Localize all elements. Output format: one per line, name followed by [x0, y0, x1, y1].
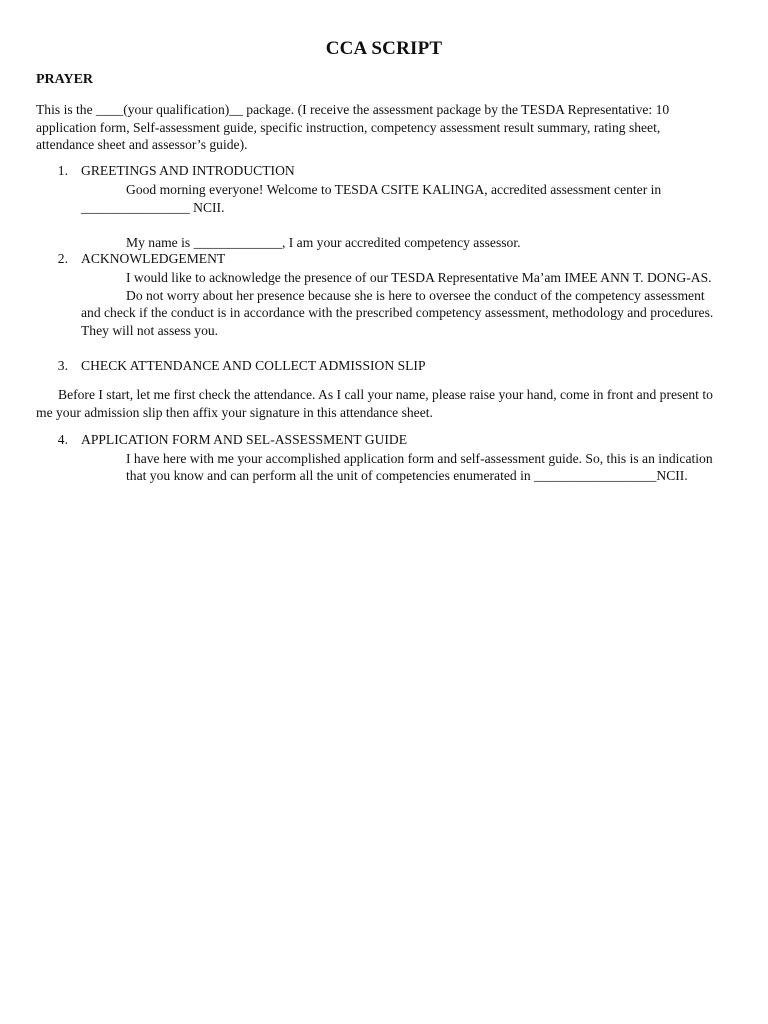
section-text-line: I have here with me your accomplished application form and self-assessment guide. So, this is an indication — [126, 451, 713, 466]
page-title: CCA SCRIPT — [325, 38, 443, 59]
section-title: APPLICATION FORM AND SEL-ASSESSMENT GUIDE — [81, 432, 408, 447]
section-number: 3. — [57, 358, 68, 373]
section-text-line: My name is _____________, I am your accredited competency assessor. — [126, 235, 521, 250]
intro-line: application form, Self-assessment guide, specific instruction, competency assessment result summary, rating sheet, — [36, 119, 661, 135]
intro-line: attendance sheet and assessor’s guide). — [36, 137, 248, 152]
intro-line: This is the ____(your qualification)__ package. (I receive the assessment package by the TESDA Representative: 10 — [36, 102, 670, 117]
section-text-line: Before I start, let me first check the attendance. As I call your name, please raise your hand, come in front and present to — [58, 387, 713, 402]
section-text-line: Good morning everyone! Welcome to TESDA CSITE KALINGA, accredited assessment center in — [126, 182, 662, 197]
section-text-line: me your admission slip then affix your signature in this attendance sheet. — [36, 405, 433, 420]
section-text-line: that you know and can perform all the unit of competencies enumerated in __________________NCII. — [126, 468, 688, 483]
section-number: 1. — [57, 163, 68, 178]
section-title: GREETINGS AND INTRODUCTION — [81, 163, 295, 178]
section-text-line: ________________ NCII. — [81, 200, 225, 215]
section-text-line: I would like to acknowledge the presence of our TESDA Representative Ma’am IMEE ANN T. DONG-AS. — [126, 270, 712, 285]
section-title: CHECK ATTENDANCE AND COLLECT ADMISSION SLIP — [81, 358, 426, 373]
section-text-line: and check if the conduct is in accordance with the prescribed competency assessment, methodology and procedures. — [81, 305, 714, 320]
section-text-line: They will not assess you. — [81, 323, 219, 338]
section-title: ACKNOWLEDGEMENT — [81, 251, 226, 266]
prayer-heading: PRAYER — [36, 72, 94, 87]
section-text-line: Do not worry about her presence because she is here to oversee the conduct of the competency assessment — [126, 288, 705, 303]
intro-paragraph — [36, 101, 736, 154]
section-number: 4. — [57, 432, 68, 447]
section-number: 2. — [57, 251, 68, 266]
